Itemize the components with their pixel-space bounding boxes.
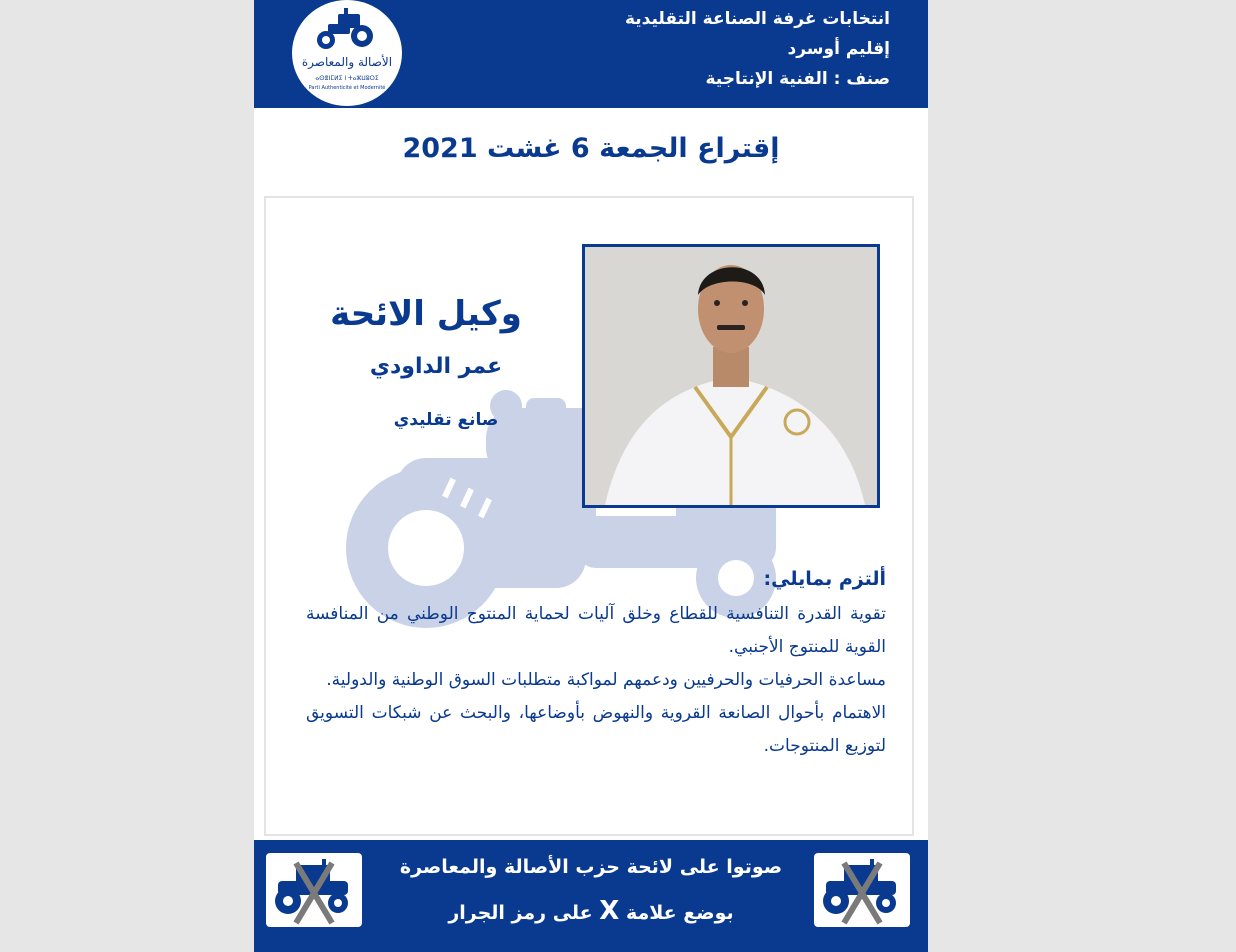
commitment-item: مساعدة الحرفيات والحرفيين ودعمهم لمواكبة متطلبات السوق الوطنية والدولية. bbox=[326, 670, 886, 690]
commitments-heading: ألتزم بمايلي: bbox=[763, 568, 886, 590]
svg-text:الأصالة والمعاصرة: الأصالة والمعاصرة bbox=[301, 55, 393, 69]
commitment-item: تقوية القدرة التنافسية للقطاع وخلق آليات لحماية المنتوج الوطني من المنافسة القوية للمنتوج الأجنبي. bbox=[306, 604, 886, 657]
footer-instruction-pre: بوضع علامة bbox=[625, 902, 734, 924]
province-label: إقليم أوسرد bbox=[787, 39, 890, 59]
category-label: صنف : الفنية الإنتاجية bbox=[705, 69, 890, 89]
commitment-item: الاهتمام بأحوال الصانعة القروية والنهوض بأوضاعها، والبحث عن شبكات التسويق لتوزيع المنتوجات. bbox=[306, 703, 886, 756]
footer-instruction-post: على رمز الجرار bbox=[448, 902, 593, 924]
svg-text:ⴰⵙⴻⵏⵎⵍⵉ ⵏ ⵜⴰⵣⵡⵓⵔⵉ: ⴰⵙⴻⵏⵎⵍⵉ ⵏ ⵜⴰⵣⵡⵓⵔⵉ bbox=[315, 75, 379, 82]
svg-text:Parti Authenticité et Modernit: Parti Authenticité et Modernité bbox=[308, 85, 386, 91]
campaign-flyer bbox=[254, 0, 928, 952]
candidate-profession: صانع تقليدي bbox=[393, 410, 499, 430]
candidate-card bbox=[264, 196, 914, 836]
vote-date-heading: إقتراع الجمعة 6 غشت 2021 bbox=[402, 133, 780, 164]
tractor-ballot-icon bbox=[814, 853, 910, 927]
tractor-ballot-right bbox=[814, 853, 910, 927]
footer-band bbox=[254, 840, 928, 952]
election-header bbox=[625, 4, 890, 94]
footer-instructions bbox=[366, 896, 816, 926]
candidate-portrait-icon bbox=[585, 247, 877, 505]
x-mark: X bbox=[599, 896, 620, 926]
list-head-title: وكيل الائحة bbox=[330, 294, 522, 334]
tractor-ballot-left bbox=[266, 853, 362, 927]
footer-call-to-vote: صوتوا على لائحة حزب الأصالة والمعاصرة bbox=[399, 856, 783, 878]
candidate-photo bbox=[582, 244, 880, 508]
candidate-name: عمر الداودي bbox=[369, 354, 503, 379]
party-logo bbox=[292, 0, 402, 106]
tractor-ballot-icon bbox=[266, 853, 362, 927]
tractor-icon bbox=[292, 0, 402, 106]
header-band bbox=[254, 0, 928, 108]
election-title: انتخابات غرفة الصناعة التقليدية bbox=[624, 9, 890, 29]
commitments-list bbox=[306, 598, 886, 763]
